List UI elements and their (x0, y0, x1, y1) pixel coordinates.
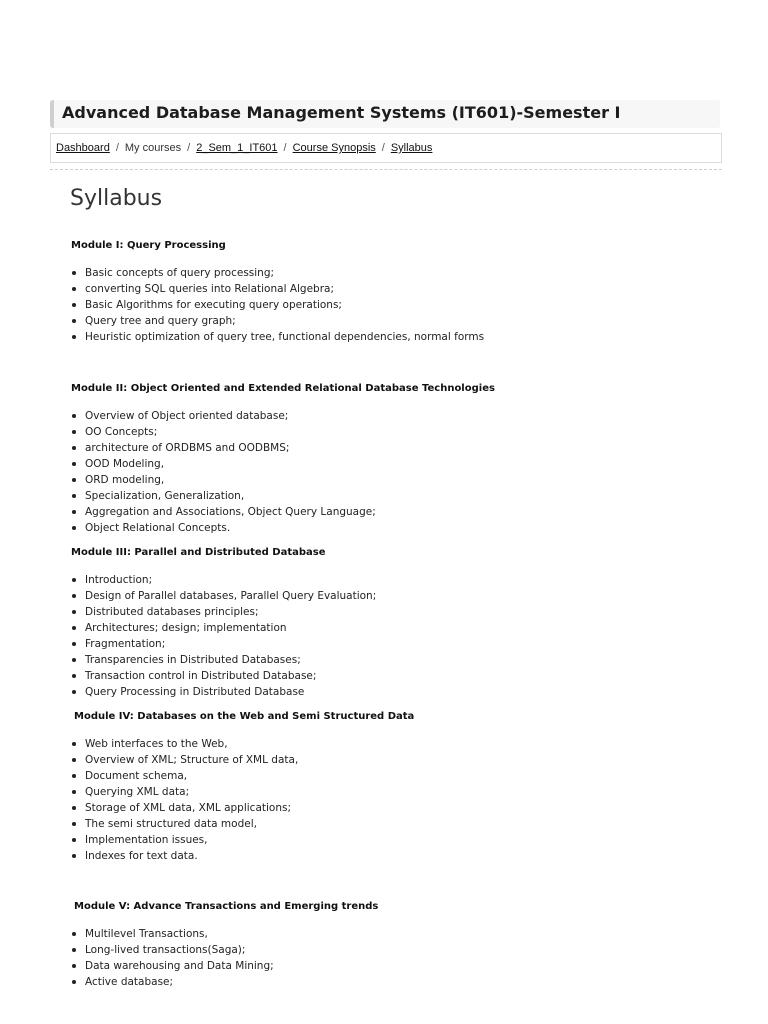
list-item: Transparencies in Distributed Databases; (72, 652, 376, 668)
list-item: Basic concepts of query processing; (72, 265, 484, 281)
breadcrumb-separator: / (187, 142, 191, 154)
list-item: Web interfaces to the Web, (72, 736, 298, 752)
list-item: The semi structured data model, (72, 816, 298, 832)
list-item: ORD modeling, (72, 472, 376, 488)
module-heading: Module IV: Databases on the Web and Semi Structured Data (74, 711, 415, 722)
breadcrumb-my-courses: My courses (124, 142, 182, 154)
list-item: Indexes for text data. (72, 848, 298, 864)
breadcrumb-separator: / (381, 142, 385, 154)
list-item: Overview of Object oriented database; (72, 408, 376, 424)
list-item: Specialization, Generalization, (72, 488, 376, 504)
module-heading: Module II: Object Oriented and Extended Relational Database Technologies (71, 383, 495, 394)
list-item: Distributed databases principles; (72, 604, 376, 620)
list-item: Overview of XML; Structure of XML data, (72, 752, 298, 768)
page-title: Syllabus (70, 186, 163, 211)
list-item: Object Relational Concepts. (72, 520, 376, 536)
breadcrumb-dashboard[interactable]: Dashboard (56, 142, 110, 154)
list-item: Transaction control in Distributed Database; (72, 668, 376, 684)
list-item: Implementation issues, (72, 832, 298, 848)
breadcrumb-separator: / (283, 142, 287, 154)
breadcrumb-syllabus[interactable]: Syllabus (390, 142, 433, 154)
list-item: Query tree and query graph; (72, 313, 484, 329)
list-item: architecture of ORDBMS and OODBMS; (72, 440, 376, 456)
topic-list (72, 736, 298, 864)
topic-list (72, 572, 376, 700)
list-item: Heuristic optimization of query tree, functional dependencies, normal forms (72, 329, 484, 345)
list-item: Document schema, (72, 768, 298, 784)
topic-list (72, 408, 376, 536)
list-item: Querying XML data; (72, 784, 298, 800)
list-item: Storage of XML data, XML applications; (72, 800, 298, 816)
divider (50, 169, 722, 170)
list-item: Long-lived transactions(Saga); (72, 942, 274, 958)
course-header (50, 100, 720, 128)
breadcrumb-separator: / (115, 142, 119, 154)
list-item: Introduction; (72, 572, 376, 588)
module-heading: Module V: Advance Transactions and Emerging trends (74, 901, 379, 912)
list-item: Data warehousing and Data Mining; (72, 958, 274, 974)
list-item: converting SQL queries into Relational Algebra; (72, 281, 484, 297)
list-item: OOD Modeling, (72, 456, 376, 472)
module-heading: Module I: Query Processing (71, 240, 226, 251)
list-item: Fragmentation; (72, 636, 376, 652)
list-item: Design of Parallel databases, Parallel Query Evaluation; (72, 588, 376, 604)
list-item: Multilevel Transactions, (72, 926, 274, 942)
list-item: Query Processing in Distributed Database (72, 684, 376, 700)
topic-list (72, 926, 274, 990)
list-item: Architectures; design; implementation (72, 620, 376, 636)
list-item: Aggregation and Associations, Object Query Language; (72, 504, 376, 520)
list-item: Active database; (72, 974, 274, 990)
module-heading: Module III: Parallel and Distributed Database (71, 547, 326, 558)
breadcrumb-course[interactable]: 2_Sem_1_IT601 (196, 142, 278, 154)
breadcrumb-course-synopsis[interactable]: Course Synopsis (292, 142, 376, 154)
course-title: Advanced Database Management Systems (IT601)-Semester I (62, 103, 621, 122)
topic-list (72, 265, 484, 345)
breadcrumb (50, 133, 722, 163)
list-item: OO Concepts; (72, 424, 376, 440)
list-item: Basic Algorithms for executing query operations; (72, 297, 484, 313)
